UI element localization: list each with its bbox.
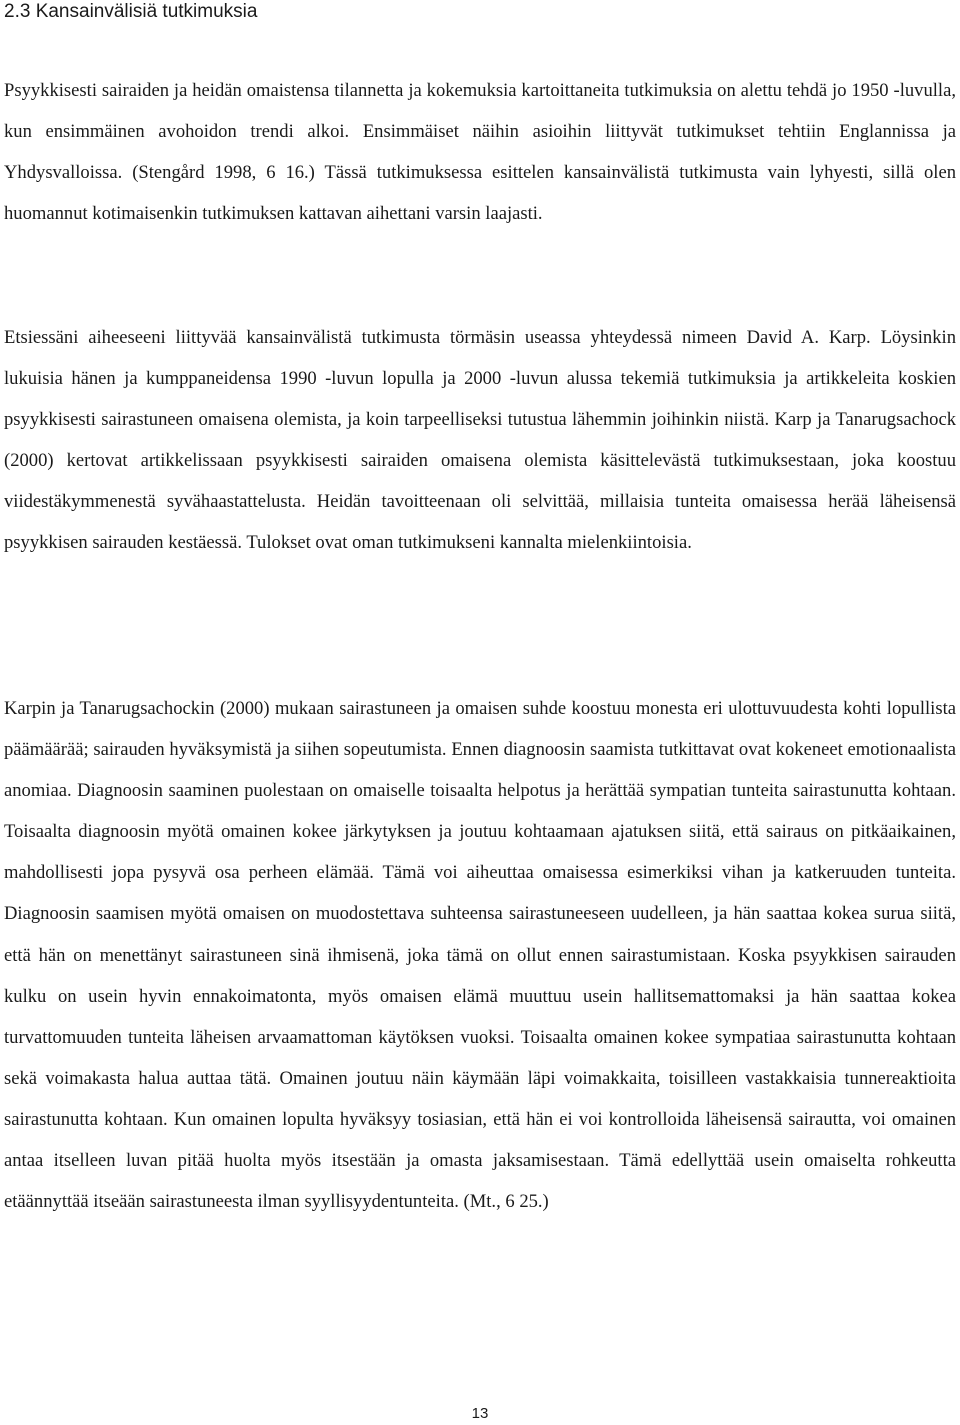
section-heading: 2.3 Kansainvälisiä tutkimuksia [4,1,258,22]
paragraph-international-research-intro: Psyykkisesti sairaiden ja heidän omaistensa tilannetta ja kokemuksia kartoittaneita tutkimuksia on alettu tehdä jo 1950 -luvulla, kun ensimmäinen avohoidon trendi alkoi. Ensimmäiset näihin asioihin liittyvät tutkimukset tehtiin Englannissa ja Yhdysvalloissa. (Stengård 1998, 6 16.) Tässä tutkimuksessa esittelen kansainvälistä tutkimusta vain lyhyesti, sillä olen huomannut kotimaisenkin tutkimuksen kattavan aihettani varsin laajasti. [4,80,956,225]
paragraph-karp-tanarugsachock-findings: Karpin ja Tanarugsachockin (2000) mukaan sairastuneen ja omaisen suhde koostuu monesta eri ulottuvuudesta kohti lopullista päämäärää; sairauden hyväksymistä ja siihen sopeutumista. Ennen diagnoosin saamista tutkittavat ovat kokeneet emotionaalista anomiaa. Diagnoosin saaminen puolestaan on omaiselle toisaalta helpotus ja herättää sympatian tunteita sairastunutta kohtaan. Toisaalta diagnoosin myötä omainen kokee järkytyksen ja joutuu kohtaamaan ajatuksen siitä, että sairaus on pitkäaikainen, mahdollisesti jopa pysyvä osa perheen elämää. Tämä voi aiheuttaa omaisessa esimerkiksi vihan ja katkeruuden tunteita. Diagnoosin saamisen myötä omaisen on muodostettava suhteensa sairastuneeseen uudelleen, ja hän saattaa kokea surua siitä, että hän on menettänyt sairastuneen sinä ihmisenä, joka tämä on ollut ennen sairastumistaan. Koska psyykkisen sairauden kulku on usein hyvin ennakoimatonta, myös omaisen elämä muuttuu usein hallitsemattomaksi ja hän saattaa kokea turvattomuuden tunteita läheisen arvaamattoman käytöksen vuoksi. Toisaalta omainen kokee sympatiaa sairastunutta kohtaan sekä voimakasta halua auttaa tätä. Omainen joutuu näin käymään läpi voimakkaita, toisilleen vastakkaisia tunnereaktioita sairastunutta kohtaan. Kun omainen lopulta hyväksyy tosiasian, että hän ei voi kontrolloida läheisensä sairautta, voi omainen antaa itselleen luvan pitää huolta myös itsestään ja omasta jaksamisestaan. Tämä edellyttää usein omaiselta rohkeutta etäännyttää itseään sairastuneesta ilman syyllisyydentunteita. (Mt., 6 25.) [4,698,956,1213]
paragraph-karp-research: Etsiessäni aiheeseeni liittyvää kansainvälistä tutkimusta törmäsin useassa yhteydessä nimeen David A. Karp. Löysinkin lukuisia hänen ja kumppaneidensa 1990 -luvun lopulla ja 2000 -luvun alussa tekemiä tutkimuksia ja artikkeleita koskien psyykkisesti sairastuneen omaisena olemista, ja koin tarpeelliseksi tutustua lähemmin joihinkin niistä. Karp ja Tanarugsachock (2000) kertovat artikkelissaan psyykkisesti sairaiden omaisena olemista käsittelevästä tutkimuksestaan, joka koostuu viidestäkymmenestä syvähaastattelusta. Heidän tavoitteenaan oli selvittää, millaisia tunteita omaisessa herää läheisensä psyykkisen sairauden kestäessä. Tulokset ovat oman tutkimukseni kannalta mielenkiintoisia. [4,327,956,554]
page-number: 13 [471,1405,489,1422]
